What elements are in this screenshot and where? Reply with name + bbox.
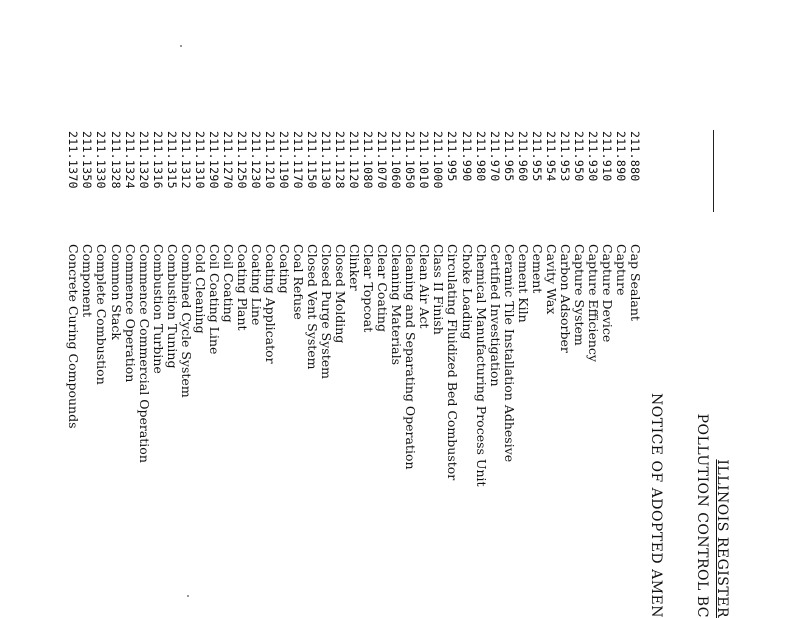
definition-row <box>235 131 249 618</box>
section-number: 211.910 <box>599 131 614 182</box>
defined-term: Chemical Manufacturing Process Unit <box>473 244 489 487</box>
definition-row <box>502 131 516 618</box>
definition-row <box>572 131 586 618</box>
section-number: 211.1370 <box>66 131 81 189</box>
defined-term: Coil Coating <box>220 244 236 323</box>
definition-row <box>249 131 263 618</box>
defined-term: Closed Purge System <box>319 244 335 379</box>
definition-row <box>488 131 502 618</box>
section-number: 211.1000 <box>431 131 446 189</box>
definition-row <box>474 131 488 618</box>
defined-term: Combustion Tuning <box>164 244 180 369</box>
definition-row <box>445 131 459 618</box>
defined-term: Concrete Curing Compounds <box>66 244 82 429</box>
defined-term: Carbon Adsorber <box>557 244 573 353</box>
defined-term: Component <box>80 244 96 317</box>
section-number: 211.1270 <box>220 131 235 189</box>
defined-term: Coating Applicator <box>262 244 278 364</box>
section-number: 211.990 <box>459 131 474 182</box>
section-number: 211.953 <box>557 131 572 182</box>
section-number: 211.1350 <box>80 131 95 189</box>
section-number: 211.1070 <box>375 131 390 189</box>
defined-term: Closed Vent System <box>305 244 321 370</box>
defined-term: Closed Molding <box>333 244 349 344</box>
defined-term: Coating Plant <box>234 244 250 331</box>
defined-term: Coil Coating Line <box>206 244 222 355</box>
definition-row <box>333 131 347 618</box>
section-number: 211.1210 <box>262 131 277 189</box>
definition-row <box>305 131 319 618</box>
definition-row <box>137 131 151 618</box>
defined-term: Cement <box>529 244 545 294</box>
defined-term: Capture Efficiency <box>585 244 601 362</box>
definition-row <box>193 131 207 618</box>
defined-term: Coating Line <box>248 244 264 326</box>
definition-row <box>151 131 165 618</box>
board-name: POLLUTION CONTROL BC <box>694 413 710 618</box>
defined-term: Circulating Fluidized Bed Combustor <box>445 244 461 481</box>
definition-row <box>123 131 137 618</box>
section-number: 211.995 <box>445 131 460 182</box>
definition-row <box>614 131 628 618</box>
scan-speck <box>187 595 189 597</box>
section-number: 211.1328 <box>108 131 123 189</box>
defined-term: Capture <box>613 244 629 296</box>
definition-row <box>109 131 123 618</box>
definition-row <box>179 131 193 618</box>
section-number: 211.1190 <box>277 131 291 189</box>
section-number: 211.970 <box>487 131 502 182</box>
definition-row <box>263 131 277 618</box>
definition-row <box>165 131 179 618</box>
section-number: 211.1250 <box>234 131 249 189</box>
section-number: 211.1324 <box>122 131 137 189</box>
defined-term: Certified Investigation <box>487 244 503 387</box>
defined-term: Combined Cycle System <box>178 244 194 398</box>
defined-term: Clear Coating <box>375 244 391 332</box>
section-number: 211.1330 <box>94 131 109 189</box>
scan-speck <box>180 45 182 47</box>
section-number: 211.955 <box>529 131 544 182</box>
section-number: 211.1130 <box>319 131 334 189</box>
definition-row <box>431 131 445 618</box>
defined-term: Clear Topcoat <box>361 244 377 333</box>
definition-row <box>530 131 544 618</box>
definition-row <box>600 131 614 618</box>
defined-term: Choke Loading <box>459 244 475 340</box>
section-number: 211.880 <box>628 131 642 182</box>
definition-row <box>417 131 431 618</box>
section-number: 211.1010 <box>417 131 432 189</box>
section-number: 211.1060 <box>389 131 404 189</box>
register-title: ILLINOIS REGISTER <box>714 459 730 618</box>
section-number: 211.1290 <box>206 131 221 189</box>
definition-row <box>586 131 600 618</box>
definition-row <box>80 131 94 618</box>
definition-row <box>319 131 333 618</box>
section-number: 211.965 <box>501 131 516 182</box>
defined-term: Clinker <box>347 244 363 291</box>
defined-term: Clean Air Act <box>417 244 433 329</box>
definition-row <box>544 131 558 618</box>
notice-title: NOTICE OF ADOPTED AMEN <box>648 393 664 618</box>
defined-term: Class II Finish <box>431 244 447 335</box>
definition-row <box>221 131 235 618</box>
defined-term: Capture Device <box>599 244 615 343</box>
definition-row <box>347 131 361 618</box>
section-number: 211.930 <box>585 131 600 182</box>
section-number: 211.954 <box>543 131 558 182</box>
section-number: 211.1170 <box>291 131 306 189</box>
definition-row <box>516 131 530 618</box>
section-number: 211.1316 <box>150 131 165 189</box>
definition-row <box>558 131 572 618</box>
section-number: 211.1312 <box>178 131 193 189</box>
defined-term: Cap Sealant <box>628 244 643 321</box>
definition-row <box>277 131 291 618</box>
section-number: 211.1080 <box>361 131 376 189</box>
definition-row <box>403 131 417 618</box>
defined-term: Cleaning Materials <box>389 244 405 365</box>
defined-term: Cleaning and Separating Operation <box>403 244 419 470</box>
section-number: 211.1050 <box>403 131 418 189</box>
defined-term: Combustion Turbine <box>150 244 166 374</box>
defined-term: Coal Refuse <box>291 244 307 320</box>
definition-row <box>94 131 108 618</box>
definition-row <box>389 131 403 618</box>
defined-term: Complete Combustion <box>94 244 110 385</box>
definition-row <box>207 131 221 618</box>
defined-term: Commence Commercial Operation <box>136 244 152 463</box>
section-number: 211.1230 <box>248 131 263 189</box>
defined-term: Cement Kiln <box>515 244 531 323</box>
definition-row <box>291 131 305 618</box>
section-number: 211.1150 <box>305 131 320 189</box>
section-number: 211.1310 <box>192 131 207 189</box>
defined-term: Common Stack <box>108 244 124 340</box>
defined-term: Coating <box>277 244 292 294</box>
section-number: 211.1315 <box>164 131 179 189</box>
definition-row <box>628 131 642 618</box>
definition-row <box>361 131 375 618</box>
section-number: 211.950 <box>571 131 586 182</box>
section-number: 211.980 <box>473 131 488 182</box>
definition-row <box>375 131 389 618</box>
defined-term: Commence Operation <box>122 244 138 383</box>
defined-term: Capture System <box>571 244 587 346</box>
definition-row <box>66 131 80 618</box>
section-number: 211.890 <box>613 131 628 182</box>
section-number: 211.1320 <box>136 131 151 189</box>
definition-row <box>460 131 474 618</box>
defined-term: Cold Cleaning <box>192 244 208 334</box>
defined-term: Cavity Wax <box>543 244 559 315</box>
section-number: 211.960 <box>515 131 530 182</box>
section-number: 211.1120 <box>347 131 362 189</box>
section-number: 211.1128 <box>333 131 348 189</box>
defined-term: Ceramic Tile Installation Adhesive <box>501 244 517 463</box>
